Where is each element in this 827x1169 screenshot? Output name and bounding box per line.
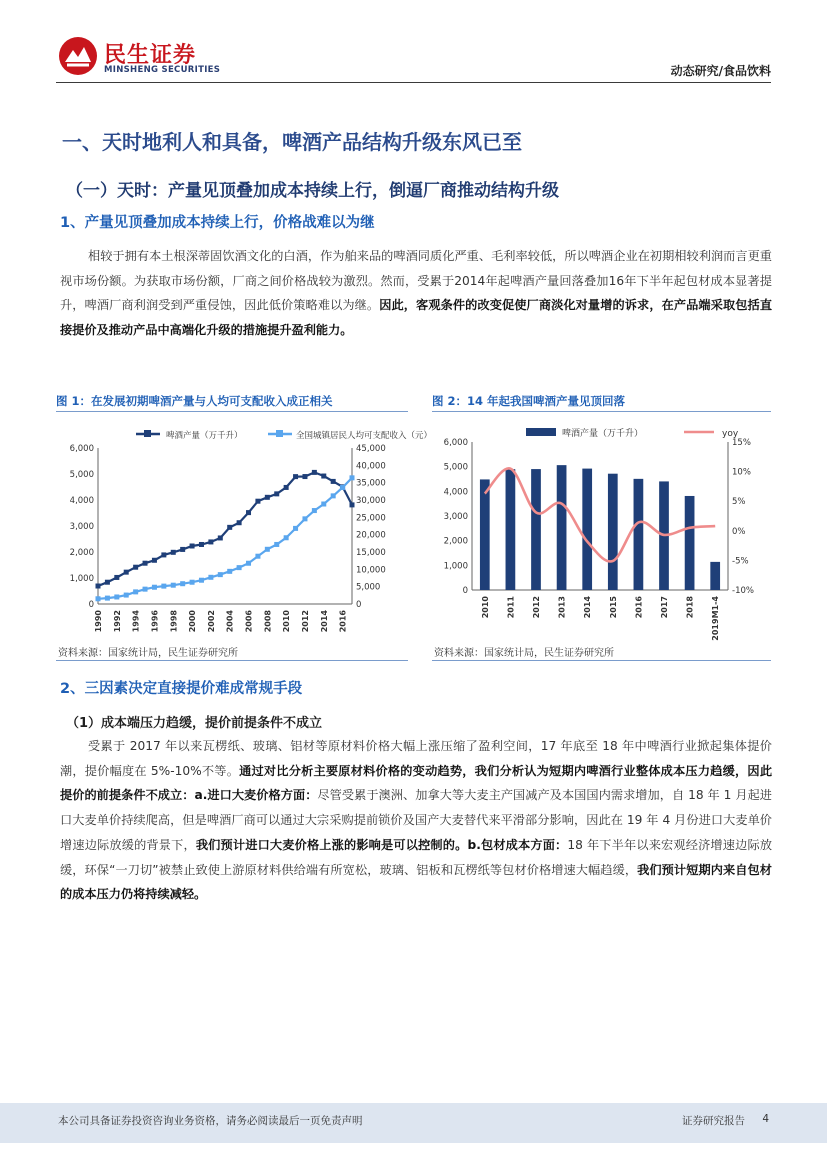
footer-disclaimer: 本公司具备证券投资咨询业务资格，请务必阅读最后一页免责声明 (58, 1115, 363, 1127)
figure-1-production-point (180, 547, 185, 552)
figure-1-production-point (133, 565, 138, 570)
figure-1-income-point (312, 508, 317, 513)
figure-1-income-point (105, 596, 110, 601)
figure-2-x-tick: 2018 (685, 596, 695, 619)
section-heading-1: 一、天时地利人和具备，啤酒产品结构升级东风已至 (62, 130, 522, 154)
figure-2-left-tick: 0 (462, 586, 468, 596)
figure-1-production-point (284, 485, 289, 490)
figure-1-income-point (218, 572, 223, 577)
figure-1-income-point (350, 475, 355, 480)
point-1-heading: （1）成本端压力趋缓，提价前提条件不成立 (66, 716, 323, 731)
figure-1-income-point (133, 589, 138, 594)
figure-1-left-tick: 2,000 (69, 548, 94, 558)
paragraph-2-bold-1: 通过对比分析主要原材料价格的变动趋势，我们分析认为短期内啤酒行业整体成本压力趋缓，因此提价的前提条件不成立：a.进口大麦价格方面： (60, 763, 773, 803)
figure-1-left-tick: 6,000 (69, 444, 94, 454)
figure-1-right-tick: 15,000 (356, 548, 386, 558)
figure-1-x-tick: 2000 (188, 610, 198, 633)
figure-2-bar (506, 469, 516, 590)
figure-1-production-point (255, 499, 260, 504)
report-type-label: 动态研究/食品饮料 (670, 64, 771, 78)
figure-1-x-tick: 2016 (338, 610, 348, 633)
figure-1-right-tick: 10,000 (356, 565, 386, 576)
figure-2-x-tick: 2014 (583, 596, 593, 619)
paragraph-2 (60, 734, 772, 907)
figure-2-right-tick: 15% (732, 438, 751, 448)
figure-1-income-point (199, 578, 204, 583)
figure-1-x-tick: 1994 (131, 610, 141, 633)
figure-1-production-point (199, 542, 204, 547)
figure-1-right-tick: 45,000 (356, 444, 386, 454)
figure-1-income-point (293, 526, 298, 531)
page-number: 4 (762, 1113, 769, 1125)
figure-2-left-tick: 1,000 (443, 561, 468, 572)
figure-1-left-tick: 3,000 (69, 522, 94, 532)
figure-1-income-point (340, 485, 345, 490)
figure-1-income-point (284, 535, 289, 540)
logo-text-cn: 民生证券 (104, 43, 197, 68)
figure-1-income-point (331, 493, 336, 498)
paragraph-1-bold: 因此，客观条件的改变促使厂商淡化对量增的诉求，在产品端采取包括直接提价及推动产品中高端化升级的措施提升盈利能力。 (60, 298, 773, 338)
subsection-heading-2: 2、三因素决定直接提价难成常规手段 (60, 681, 303, 697)
figure-1-right-tick: 40,000 (356, 461, 386, 472)
figure-1-income-point (237, 565, 242, 570)
figure-1-income-point (208, 575, 213, 580)
figure-2-bottom-rule (432, 660, 771, 661)
figure-1-production-point (96, 584, 101, 589)
figure-1-x-tick: 1996 (150, 610, 160, 633)
figure-2-x-tick: 2019M1-4 (711, 596, 721, 641)
figure-2-right-tick: 0% (732, 526, 746, 537)
subsection-heading-1: 1、产量见顶叠加成本持续上行，价格战难以为继 (60, 215, 375, 231)
figure-2-x-tick: 2016 (634, 596, 644, 619)
figure-1-income-point (161, 584, 166, 589)
figure-2-bar (531, 469, 541, 590)
figure-1-production-point (321, 474, 326, 479)
footer-report-label: 证券研究报告 (682, 1115, 745, 1127)
figure-1-production-point (293, 474, 298, 479)
figure-1-income-point (171, 583, 176, 588)
figure-1-production-point (161, 552, 166, 557)
figure-1-production-point (265, 495, 270, 500)
figure-1-production-point (331, 479, 336, 484)
figure-2-left-tick: 4,000 (443, 487, 468, 498)
figure-1-income-point (255, 554, 260, 559)
figure-1-chart (56, 414, 433, 642)
figure-1-right-tick: 0 (356, 600, 362, 610)
paragraph-2-bold-2: 我们预计进口大麦价格上涨的影响是可以控制的。b.包材成本方面： (195, 837, 568, 852)
figure-1-income-point (152, 585, 157, 590)
figure-1-income-point (227, 569, 232, 574)
figure-2-left-tick: 3,000 (443, 512, 468, 522)
figure-1-production-point (302, 474, 307, 479)
figure-1-x-tick: 2004 (225, 610, 235, 633)
figure-1-left-tick: 4,000 (69, 496, 94, 506)
figure-2-yoy-line (485, 468, 715, 561)
minsheng-logo-icon (58, 36, 98, 76)
figure-2-bar (634, 479, 644, 590)
figure-1-production-point (246, 510, 251, 515)
figure-1-x-tick: 2006 (244, 610, 254, 633)
figure-2-right-tick: -10% (732, 586, 754, 596)
figure-1-right-tick: 25,000 (356, 513, 386, 524)
figure-1-production-point (152, 558, 157, 563)
figure-2-rule (432, 411, 771, 412)
figure-1-production-point (105, 580, 110, 585)
figure-1-production-point (274, 491, 279, 496)
figure-1-income-point (114, 594, 119, 599)
figure-2-title: 图 2：14 年起我国啤酒产量见顶回落 (432, 394, 626, 408)
figure-2-right-tick: 10% (732, 467, 751, 478)
paragraph-2-text-1: 受累于 2017 年以来瓦楞纸、玻璃、铝材等原材料价格大幅上涨压缩了盈利空间，17 年底至 18 年中啤酒行业掀起集体提价潮，提价幅度在 5%-10%不等。 (60, 739, 772, 778)
figure-2-x-tick: 2013 (557, 596, 567, 619)
figure-1-bottom-rule (56, 660, 408, 661)
figure-1-legend-1: 啤酒产量（万千升） (166, 431, 243, 441)
figure-2-legend-2: yoy (722, 429, 739, 439)
figure-1-production-point (312, 470, 317, 475)
figure-1-production-point (124, 570, 129, 575)
figure-1-right-tick: 30,000 (356, 496, 386, 506)
header-divider (56, 82, 771, 83)
figure-2-left-tick: 6,000 (443, 438, 468, 448)
figure-1-right-tick: 35,000 (356, 478, 386, 489)
figure-2-bar (557, 465, 567, 590)
figure-1-income-line (98, 478, 352, 599)
figure-2-x-tick: 2017 (660, 596, 669, 619)
figure-1-income-point (265, 547, 270, 552)
figure-1-production-point (190, 543, 195, 548)
section-heading-1-1: （一）天时：产量见顶叠加成本持续上行，倒逼厂商推动结构升级 (66, 181, 559, 201)
logo-text-en: MINSHENG SECURITIES (104, 65, 221, 75)
paragraph-1-text: 相较于拥有本土根深蒂固饮酒文化的白酒，作为舶来品的啤酒同质化严重、毛利率较低，所以啤酒企业在初期相较利润而言更重视市场份额。为获取市场份额，厂商之间价格战较为激烈。然而，受累于2014年起啤酒产量回落叠加16年下半年起包材成本显著提升，啤酒厂商利润受到严重侵蚀，因此低价策略难以为继。 (60, 249, 772, 313)
figure-1-x-tick: 2014 (319, 610, 329, 633)
figure-1-left-tick: 1,000 (69, 574, 94, 584)
figure-1-source: 资料来源：国家统计局，民生证券研究所 (58, 648, 238, 659)
figure-2-x-tick: 2012 (532, 596, 541, 619)
figure-2-bar (685, 496, 695, 590)
figure-1-right-tick: 5,000 (356, 582, 381, 593)
figure-1-rule (56, 411, 408, 412)
figure-1-x-tick: 1990 (94, 610, 103, 633)
figure-2-right-tick: -5% (732, 556, 749, 567)
figure-2-bar (582, 469, 592, 590)
figure-1-title: 图 1：在发展初期啤酒产量与人均可支配收入成正相关 (56, 394, 333, 408)
paragraph-2-text-2: 尽管受累于澳洲、加拿大等大麦主产国减产及本国国内需求增加，自 18 年 1 月起进口大麦单价持续爬高，但是啤酒厂商可以通过大宗采购提前锁价及国产大麦替代来平滑部分影响，因此在 19 年 4 月份进口大麦单价增速边际放缓的背景下， (60, 788, 772, 852)
figure-2-left-tick: 2,000 (443, 536, 468, 547)
paragraph-1 (60, 244, 772, 343)
figure-1-production-point (143, 561, 148, 566)
figure-1-left-tick: 0 (88, 600, 94, 610)
figure-1-production-point (114, 575, 119, 580)
figure-1-income-point (180, 581, 185, 586)
figure-2-source: 资料来源：国家统计局，民生证券研究所 (434, 648, 614, 659)
figure-2-bar (480, 479, 490, 590)
figure-1-income-point (274, 542, 279, 547)
figure-1-x-tick: 1992 (112, 610, 122, 633)
figure-2-bar (608, 474, 618, 590)
figure-1-right-tick: 20,000 (356, 530, 386, 541)
figure-1-production-point (208, 539, 213, 544)
figure-1-production-point (237, 520, 242, 525)
figure-2-x-tick: 2010 (480, 596, 490, 619)
figure-1-x-tick: 2002 (206, 610, 216, 633)
figure-1-left-tick: 5,000 (69, 470, 94, 480)
figure-1-income-point (246, 561, 251, 566)
paragraph-2-text-3: 18 年下半年以来宏观经济增速边际放缓，环保“一刀切”被禁止致使上游原材料供给端有所宽松，玻璃、铝板和瓦楞纸等包材价格增速大幅趋缓， (60, 837, 773, 877)
figure-1-income-point (302, 516, 307, 521)
figure-2-left-tick: 5,000 (443, 462, 468, 473)
figure-1-x-tick: 2010 (282, 610, 292, 633)
figure-1-production-point (218, 535, 223, 540)
figure-1-legend-2: 全国城镇居民人均可支配收入（元） (296, 431, 433, 441)
figure-1-income-point (124, 593, 129, 598)
figure-1-production-point (350, 502, 355, 507)
figure-2-bar (710, 562, 720, 590)
figure-1-x-tick: 1998 (169, 610, 179, 633)
paragraph-2-bold-3: 我们预计短期内来自包材的成本压力仍将持续减轻。 (60, 862, 772, 902)
figure-1-production-point (227, 525, 232, 530)
figure-1-income-point (96, 596, 101, 601)
figure-1-income-point (143, 587, 148, 592)
figure-1-x-tick: 2008 (263, 610, 273, 633)
figure-2-right-tick: 5% (732, 497, 746, 508)
figure-1-income-point (321, 502, 326, 507)
figure-2-x-tick: 2011 (506, 596, 516, 619)
figure-1-x-tick: 2012 (300, 610, 310, 633)
figure-1-production-point (171, 550, 176, 555)
figure-1-income-point (190, 580, 195, 585)
figure-2-chart (432, 414, 771, 642)
figure-2-x-tick: 2015 (608, 596, 618, 619)
figure-2-legend-1: 啤酒产量（万千升） (562, 429, 644, 439)
